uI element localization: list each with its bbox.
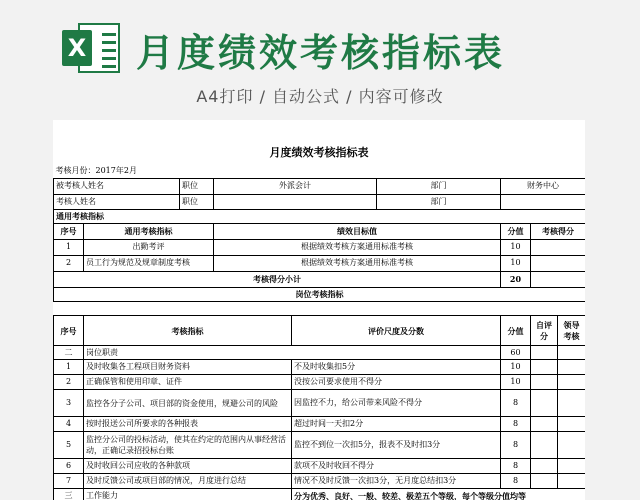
table-row-name: 出勤考评 xyxy=(84,239,214,255)
table-row-target: 根据绩效考核方案通用标准考核 xyxy=(214,255,501,271)
leader-score-cell[interactable] xyxy=(558,390,586,417)
self-score-cell[interactable] xyxy=(531,417,558,432)
table-row-name: 正确保管和使用印章、证件 xyxy=(84,375,292,390)
self-score-cell[interactable] xyxy=(531,459,558,474)
general-table xyxy=(53,164,585,302)
table-row-no: 6 xyxy=(54,459,84,474)
table-row-name: 监控分公司的投标活动，使其在约定的范围内从事经营活动，正确记录招投标台账 xyxy=(84,432,292,459)
self-score-cell[interactable] xyxy=(531,375,558,390)
table-row-no: 1 xyxy=(54,360,84,375)
table-row-criteria: 没按公司要求使用不得分 xyxy=(292,375,501,390)
table-row-name: 及时反馈公司或项目部的情况，月度进行总结 xyxy=(84,474,292,489)
table-row-score: 10 xyxy=(501,239,531,255)
table-row-name: 员工行为规范及规章制度考核 xyxy=(84,255,214,271)
table-row-no: 1 xyxy=(54,239,84,255)
self-score-cell[interactable] xyxy=(531,360,558,375)
col-header: 领导考核 xyxy=(558,316,586,346)
subtotal-value: 20 xyxy=(501,271,531,287)
leader-score-cell[interactable] xyxy=(558,417,586,432)
spreadsheet-paper xyxy=(53,120,585,500)
table-row-name: 及时收集各工程项目财务资料 xyxy=(84,360,292,375)
table-row-no: 2 xyxy=(54,255,84,271)
table-row-criteria: 监控不到位一次扣5分，报表不及时扣3分 xyxy=(292,432,501,459)
page-title: 月度绩效考核指标表 xyxy=(136,31,506,75)
table-row-score: 10 xyxy=(501,255,531,271)
subtotal-label: 考核得分小计 xyxy=(54,271,501,287)
table-row-result[interactable] xyxy=(531,255,586,271)
section-name: 工作能力 xyxy=(84,489,292,500)
evaluator-label: 考核人姓名 xyxy=(54,194,180,209)
col-header: 序号 xyxy=(54,223,84,239)
col-header: 绩效目标值 xyxy=(214,223,501,239)
evaluator-position-label: 职位 xyxy=(180,194,214,209)
table-row-score: 10 xyxy=(501,360,531,375)
self-score-cell[interactable] xyxy=(531,346,558,360)
excel-icon: X xyxy=(62,21,120,75)
table-row-criteria: 超过时间一天扣2分 xyxy=(292,417,501,432)
table-row-target: 根据绩效考核方案通用标准考核 xyxy=(214,239,501,255)
table-row-no: 7 xyxy=(54,474,84,489)
evaluator-dept-label: 部门 xyxy=(377,194,501,209)
page-subtitle: A4打印 / 自动公式 / 内容可修改 xyxy=(196,87,444,106)
evaluator-position-cell[interactable] xyxy=(214,194,377,209)
col-header: 考核指标 xyxy=(84,316,292,346)
leader-score-cell[interactable] xyxy=(558,474,586,489)
table-row-result[interactable] xyxy=(531,239,586,255)
section-criteria: 分为优秀、良好、一般、较差、极差五个等级，每个等级分值均等 xyxy=(292,489,586,500)
col-header: 分值 xyxy=(501,223,531,239)
self-score-cell[interactable] xyxy=(531,432,558,459)
table-row-criteria: 因监控不力，给公司带来风险不得分 xyxy=(292,390,501,417)
table-row-score: 8 xyxy=(501,474,531,489)
general-section-label: 通用考核指标 xyxy=(54,209,586,223)
table-row-criteria: 不及时收集扣5分 xyxy=(292,360,501,375)
table-row-score: 8 xyxy=(501,390,531,417)
leader-score-cell[interactable] xyxy=(558,360,586,375)
table-row-no: 3 xyxy=(54,390,84,417)
col-header: 自评分 xyxy=(531,316,558,346)
table-row-name: 按时报送公司所要求的各种报表 xyxy=(84,417,292,432)
col-header: 分值 xyxy=(501,316,531,346)
table-row-score: 8 xyxy=(501,459,531,474)
banner xyxy=(0,0,640,118)
table-row-no: 5 xyxy=(54,432,84,459)
table-row-criteria: 情况不及时反馈一次扣3分，无月度总结扣3分 xyxy=(292,474,501,489)
table-row-score: 8 xyxy=(501,417,531,432)
sheet-title: 月度绩效考核指标表 xyxy=(269,146,369,159)
col-header: 考核得分 xyxy=(531,223,586,239)
table-row-score: 8 xyxy=(501,432,531,459)
table-row-no: 2 xyxy=(54,375,84,390)
leader-score-cell[interactable] xyxy=(558,346,586,360)
section-name: 岗位职责 xyxy=(84,346,501,360)
dept-value[interactable]: 财务中心 xyxy=(501,178,586,194)
table-row-name: 及时收回公司应收的各种款项 xyxy=(84,459,292,474)
evaluator-dept-cell[interactable] xyxy=(501,194,586,209)
subtotal-result[interactable] xyxy=(531,271,586,287)
section-no: 二 xyxy=(54,346,84,360)
period-label: 考核月份：2017年2月 xyxy=(55,165,137,175)
leader-score-cell[interactable] xyxy=(558,459,586,474)
table-row-name: 监控各分子公司、项目部的资金使用，规避公司的风险 xyxy=(84,390,292,417)
table-row-no: 4 xyxy=(54,417,84,432)
table-row-score: 10 xyxy=(501,375,531,390)
leader-score-cell[interactable] xyxy=(558,432,586,459)
section-score: 60 xyxy=(501,346,531,360)
col-header: 序号 xyxy=(54,316,84,346)
position-value[interactable]: 外派会计 xyxy=(214,178,377,194)
evaluatee-dept-label: 部门 xyxy=(377,178,501,194)
post-table xyxy=(53,315,585,500)
col-header: 评价尺度及分数 xyxy=(292,316,501,346)
evaluatee-label: 被考核人姓名 xyxy=(54,178,180,194)
self-score-cell[interactable] xyxy=(531,390,558,417)
col-header: 通用考核指标 xyxy=(84,223,214,239)
table-row-criteria: 款项不及时收回不得分 xyxy=(292,459,501,474)
leader-score-cell[interactable] xyxy=(558,375,586,390)
self-score-cell[interactable] xyxy=(531,474,558,489)
section-no: 三 xyxy=(54,489,84,500)
evaluatee-position-label: 职位 xyxy=(180,178,214,194)
post-section-label: 岗位考核指标 xyxy=(54,287,586,301)
